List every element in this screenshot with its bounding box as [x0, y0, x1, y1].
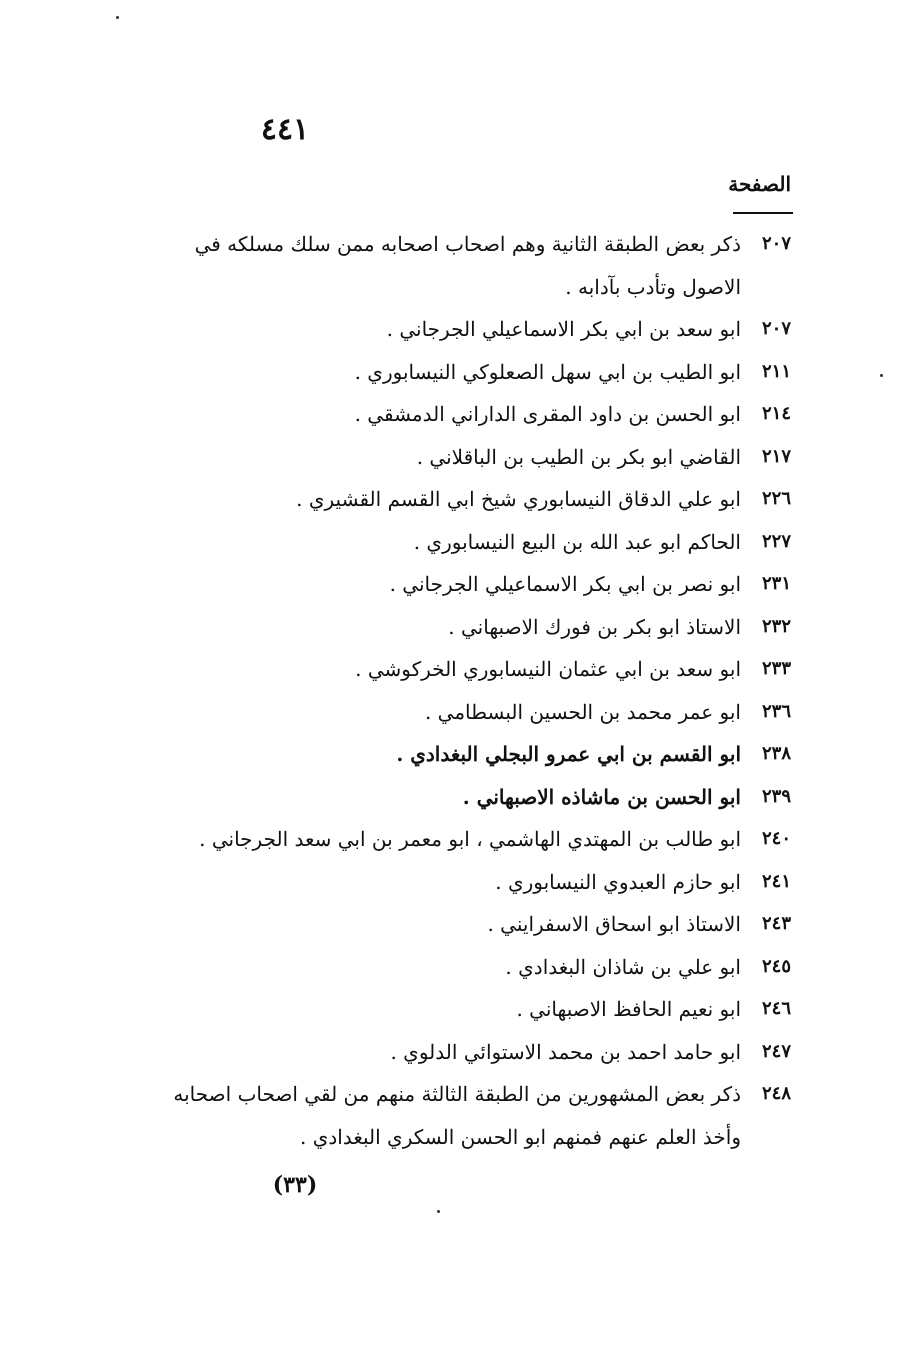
paper-speck: [116, 16, 119, 19]
entry-title: ابو الحسن بن داود المقرى الداراني الدمشقي .: [354, 402, 741, 426]
entry-page-number: ٢٣٢: [761, 615, 791, 637]
toc-entry: [171, 988, 791, 1031]
entry-page-number: ٢١٤: [761, 403, 791, 424]
entry-page-number: ٢٤٠: [761, 828, 791, 849]
page-number: ٤٤١: [260, 112, 310, 147]
paper-speck: [437, 1210, 440, 1213]
entry-title: ذكر بعض المشهورين من الطبقة الثالثة منهم من لقي اصحاب اصحابه وأخذ العلم عنهم فمنهم ابو الحسن السكري البغدادي .: [173, 1082, 741, 1149]
column-header-page: الصفحة: [728, 172, 791, 196]
entry-page-number: ٢٢٦: [761, 488, 791, 509]
folio-number: (٣٣): [272, 1172, 318, 1198]
toc-entry: [171, 861, 791, 904]
entry-page-number: ٢٤١: [761, 870, 791, 892]
entry-title: ابو سعد بن ابي عثمان النيسابوري الخركوشي .: [355, 657, 741, 681]
toc-entry: [171, 563, 791, 606]
entry-page-number: ٢٣٦: [761, 700, 791, 722]
entry-page-number: ٢٢٧: [761, 530, 791, 552]
entry-title: ابو القسم بن ابي عمرو البجلي البغدادي .: [396, 742, 741, 766]
entry-title: ابو الحسن بن ماشاذه الاصبهاني .: [462, 784, 741, 809]
entry-page-number: ٢٣٣: [761, 658, 791, 679]
toc-entry: [171, 691, 791, 734]
toc-entry: [171, 903, 791, 946]
toc-entry: [171, 1073, 791, 1158]
toc-entry: [171, 351, 791, 394]
entry-title: ابو طالب بن المهتدي الهاشمي ، ابو معمر بن ابي سعد الجرجاني .: [199, 827, 741, 851]
toc-entry: [171, 1031, 791, 1074]
entry-title: ذكر بعض الطبقة الثانية وهم اصحاب اصحابه ممن سلك مسلكه في الاصول وتأدب بآدابه .: [194, 232, 741, 299]
toc-entry: [171, 818, 791, 861]
entry-title: القاضي ابو بكر بن الطيب بن الباقلاني .: [416, 444, 741, 469]
entry-page-number: ٢١١: [761, 360, 791, 382]
entry-title: ابو علي الدقاق النيسابوري شيخ ابي القسم القشيري .: [296, 487, 741, 511]
entry-page-number: ٢٤٧: [761, 1040, 791, 1062]
paper-speck: [880, 374, 883, 377]
entry-page-number: ٢٣١: [761, 573, 791, 594]
entry-title: الحاكم ابو عبد الله بن البيع النيسابوري .: [413, 529, 741, 554]
toc-entry: [171, 648, 791, 691]
toc-entry: [171, 521, 791, 564]
entry-title: الاستاذ ابو اسحاق الاسفرايني .: [487, 912, 741, 936]
entry-page-number: ٢١٧: [761, 445, 791, 467]
entry-page-number: ٢٤٨: [761, 1083, 791, 1104]
toc-entry: [171, 393, 791, 436]
entry-page-number: ٢٣٨: [761, 743, 791, 764]
entry-title: ابو سعد بن ابي بكر الاسماعيلي الجرجاني .: [386, 317, 741, 341]
header-underline: [733, 212, 793, 214]
entry-page-number: ٢٤٦: [761, 998, 791, 1019]
toc-entry: [171, 308, 791, 351]
entry-page-number: ٢٣٩: [761, 785, 791, 807]
toc-entry: [171, 946, 791, 989]
entry-title: الاستاذ ابو بكر بن فورك الاصبهاني .: [448, 614, 741, 639]
entry-title: ابو نصر بن ابي بكر الاسماعيلي الجرجاني .: [389, 572, 741, 596]
toc-entry: [171, 733, 791, 776]
entry-title: ابو الطيب بن ابي سهل الصعلوكي النيسابوري .: [354, 359, 741, 384]
entry-page-number: ٢٠٧: [761, 318, 791, 339]
entry-title: ابو حازم العبدوي النيسابوري .: [495, 869, 741, 894]
entry-page-number: ٢٤٣: [761, 913, 791, 934]
toc-entry: [171, 436, 791, 479]
toc-entry: [171, 606, 791, 649]
entry-page-number: ٢٠٧: [761, 233, 791, 254]
toc-entry: [171, 776, 791, 819]
table-of-contents: [171, 223, 791, 1158]
toc-entry: [171, 478, 791, 521]
entry-title: ابو عمر محمد بن الحسين البسطامي .: [424, 699, 741, 724]
entry-title: ابو علي بن شاذان البغدادي .: [505, 954, 741, 979]
entry-page-number: ٢٤٥: [761, 955, 791, 977]
toc-entry: [171, 223, 791, 308]
entry-title: ابو نعيم الحافظ الاصبهاني .: [516, 997, 741, 1021]
entry-title: ابو حامد احمد بن محمد الاستوائي الدلوي .: [390, 1039, 741, 1064]
